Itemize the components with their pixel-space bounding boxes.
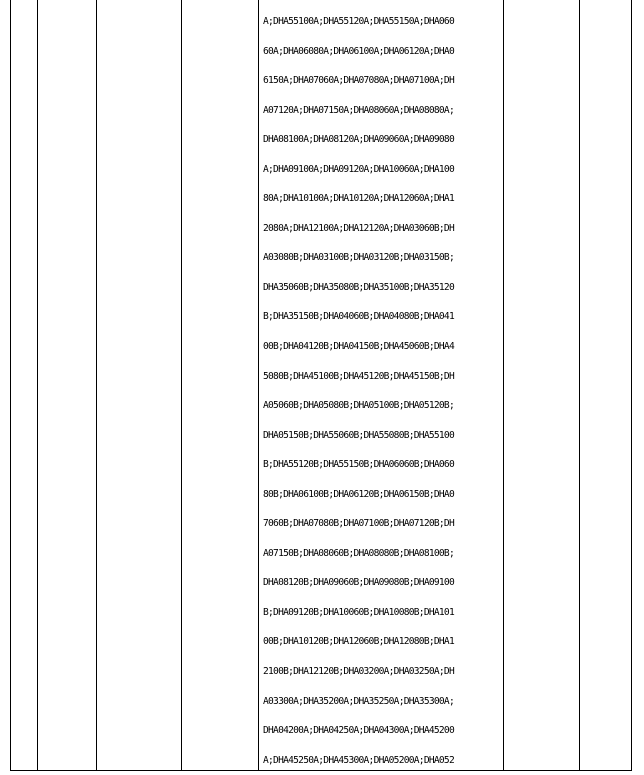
cell-text-line: 5080B;DHA45100B;DHA45120B;DHA45150B;DH <box>263 370 454 382</box>
cell-text-line: A07120A;DHA07150A;DHA08060A;DHA08080A; <box>263 104 454 116</box>
cell-text-line: B;DHA35150B;DHA04060B;DHA04080B;DHA041 <box>263 311 454 323</box>
cell-text-line: 7060B;DHA07080B;DHA07100B;DHA07120B;DH <box>263 518 454 530</box>
cell-text-line: DHA08120B;DHA09060B;DHA09080B;DHA09100 <box>263 577 454 589</box>
cell-text-line: 80A;DHA10100A;DHA10120A;DHA12060A;DHA1 <box>263 193 454 205</box>
cell-text-line: A;DHA45250A;DHA45300A;DHA05200A;DHA052 <box>263 754 454 766</box>
cell-text-line: 60A;DHA06080A;DHA06100A;DHA06120A;DHA0 <box>263 45 454 57</box>
cell-text-line: A;DHA55100A;DHA55120A;DHA55150A;DHA060 <box>263 16 454 27</box>
cell-text-line: 00B;DHA04120B;DHA04150B;DHA45060B;DHA4 <box>263 341 454 353</box>
column-border-4 <box>181 0 182 771</box>
cell-text-line: 80B;DHA06100B;DHA06120B;DHA06150B;DHA0 <box>263 488 454 500</box>
cell-text-line: DHA05150B;DHA55060B;DHA55080B;DHA55100 <box>263 429 454 441</box>
column-border-2 <box>37 0 38 771</box>
cell-text-line: DHA35060B;DHA35080B;DHA35100B;DHA35120 <box>263 281 454 293</box>
cell-text-line: DHA04200A;DHA04250A;DHA04300A;DHA45200 <box>263 725 454 737</box>
cell-text-line: B;DHA09120B;DHA10060B;DHA10080B;DHA101 <box>263 606 454 618</box>
cell-text-line: A;DHA09100A;DHA09120A;DHA10060A;DHA100 <box>263 163 454 175</box>
column-border-1 <box>10 0 11 771</box>
cell-text-line: A03300A;DHA35200A;DHA35250A;DHA35300A; <box>263 695 454 707</box>
cell-text-line: B;DHA55120B;DHA55150B;DHA06060B;DHA060 <box>263 459 454 471</box>
cell-text-line: A07150B;DHA08060B;DHA08080B;DHA08100B; <box>263 547 454 559</box>
column-border-3 <box>96 0 97 771</box>
column-border-8 <box>631 0 632 771</box>
column-border-7 <box>579 0 580 771</box>
cell-text-line: 00B;DHA10120B;DHA12060B;DHA12080B;DHA1 <box>263 636 454 648</box>
part-number-cell <box>263 0 563 768</box>
cell-text-line: A03080B;DHA03100B;DHA03120B;DHA03150B; <box>263 252 454 264</box>
cell-text-line: 2080A;DHA12100A;DHA12120A;DHA03060B;DH <box>263 222 454 234</box>
column-border-5 <box>258 0 259 771</box>
cell-text-line: 6150A;DHA07060A;DHA07080A;DHA07100A;DH <box>263 75 454 87</box>
cell-text-line: DHA08100A;DHA08120A;DHA09060A;DHA09080 <box>263 134 454 146</box>
cell-text-line: A05060B;DHA05080B;DHA05100B;DHA05120B; <box>263 400 454 412</box>
cell-text-line: 2100B;DHA12120B;DHA03200A;DHA03250A;DH <box>263 666 454 678</box>
